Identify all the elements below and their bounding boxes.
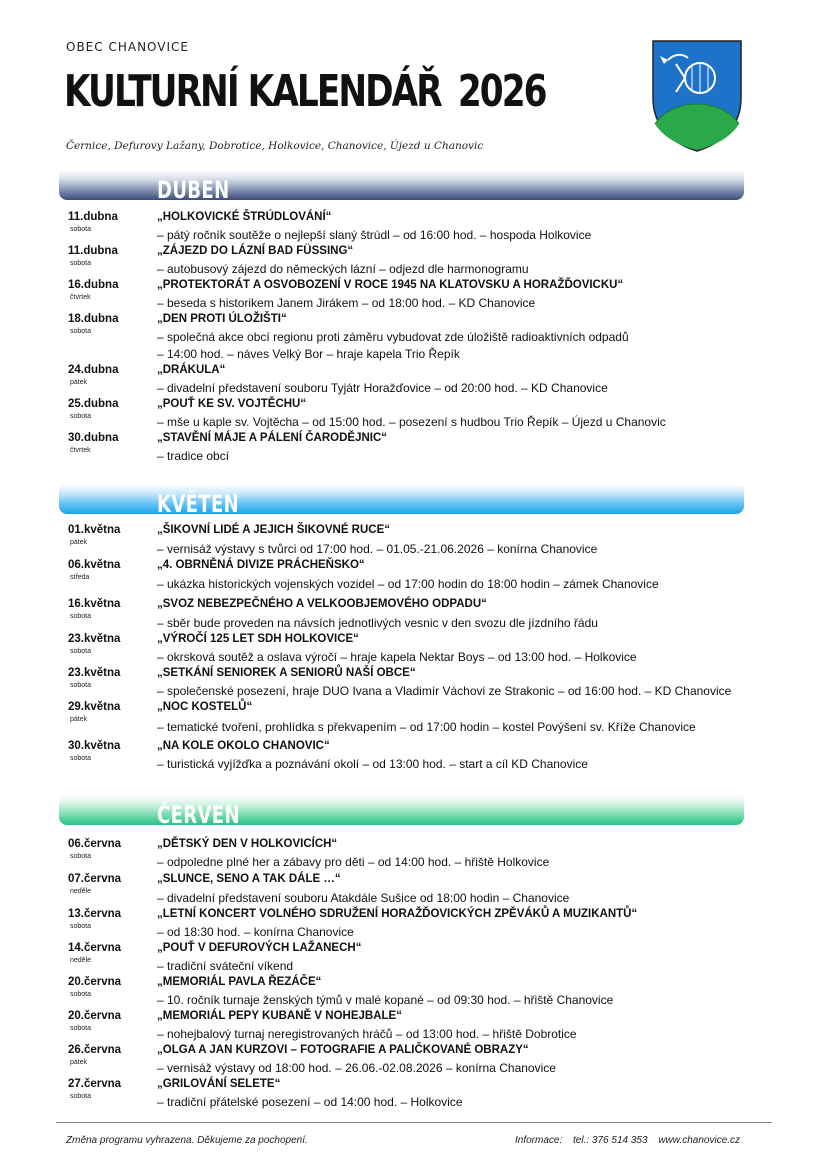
event-date: 11.dubna xyxy=(68,211,118,223)
event-description: – okrsková soutěž a oslava výročí – hraje kapela Nektar Boys – od 13:00 hod. – Holkovice xyxy=(157,650,637,664)
event-description: – společná akce obcí regionu proti záměru vybudovat zde úložiště radioaktivních odpadů xyxy=(157,330,629,344)
event-title: „OLGA A JAN KURZOVI – FOTOGRAFIE A PALIČKOVANÉ OBRAZY“ xyxy=(157,1044,529,1056)
villages-list: Černice, Defurovy Lažany, Dobrotice, Holkovice, Chanovice, Újezd u Chanovic xyxy=(66,140,484,152)
event-title: „DEN PROTI ÚLOŽIŠTI“ xyxy=(157,313,287,325)
event-day: neděle xyxy=(70,888,92,895)
event-day: pátek xyxy=(70,1059,88,1066)
event-title: „LETNÍ KONCERT VOLNÉHO SDRUŽENÍ HORAŽĎOVICKÝCH ZPĚVÁKŮ A MUZIKANTŮ“ xyxy=(157,908,638,920)
event-date: 07.června xyxy=(68,873,122,885)
event-day: sobota xyxy=(70,682,92,689)
event-day: pátek xyxy=(70,379,88,386)
event-date: 18.dubna xyxy=(68,313,119,325)
event-title: „NA KOLE OKOLO CHANOVIC“ xyxy=(157,740,330,752)
event-day: sobota xyxy=(70,328,92,335)
event-date: 13.června xyxy=(68,908,122,920)
event-description: – divadelní představení souboru Tyjátr Horažďovice – od 20:00 hod. – KD Chanovice xyxy=(157,381,608,395)
month-header-cerven xyxy=(59,795,744,829)
event-date: 23.května xyxy=(68,667,121,679)
event-day: čtvrtek xyxy=(70,447,91,454)
event-day: sobota xyxy=(70,1025,92,1032)
event-day: sobota xyxy=(70,923,92,930)
event-date: 11.dubna xyxy=(68,245,118,257)
event-title: „STAVĚNÍ MÁJE A PÁLENÍ ČARODĚJNIC“ xyxy=(157,432,388,444)
event-description: – 10. ročník turnaje ženských týmů v malé kopané – od 09:30 hod. – hřiště Chanovice xyxy=(157,993,614,1007)
month-header-kveten xyxy=(59,484,744,518)
event-day: sobota xyxy=(70,991,92,998)
title-text: KULTURNÍ KALENDÁŘ xyxy=(64,66,441,117)
event-description: – vernisáž výstavy s tvůrci od 17:00 hod. – 01.05.-21.06.2026 – konírna Chanovice xyxy=(157,542,598,556)
event-date: 26.června xyxy=(68,1044,122,1056)
event-day: sobota xyxy=(70,1093,92,1100)
event-title: „PROTEKTORÁT A OSVOBOZENÍ V ROCE 1945 NA KLATOVSKU A HORAŽĎOVICKU“ xyxy=(157,279,624,291)
title-year: 2026 xyxy=(457,66,546,117)
event-title: „MEMORIÁL PEPY KUBANĚ V NOHEJBALE“ xyxy=(157,1010,402,1022)
event-day: sobota xyxy=(70,260,92,267)
event-description: – tradiční sváteční víkend xyxy=(157,959,294,973)
event-description: – ukázka historických vojenských vozidel – od 17:00 hodin do 18:00 hodin – zámek Chanovice xyxy=(157,577,659,591)
event-description: – divadelní představení souboru Atakdále Sušice od 18:00 hodin – Chanovice xyxy=(157,891,570,905)
event-title: „SLUNCE, SENO A TAK DÁLE …“ xyxy=(157,873,341,885)
event-day: středa xyxy=(70,574,90,581)
event-date: 25.dubna xyxy=(68,398,119,410)
event-date: 27.června xyxy=(68,1078,122,1090)
event-title: „MEMORIÁL PAVLA ŘEZÁČE“ xyxy=(157,976,322,988)
event-description: – společenské posezení, hraje DUO Ivana a Vladimír Váchovi ze Strakonic – od 16:00 hod. – KD Chanovice xyxy=(157,684,732,698)
event-date: 14.června xyxy=(68,942,122,954)
event-title: „SETKÁNÍ SENIOREK A SENIORŮ NAŠÍ OBCE“ xyxy=(157,667,416,679)
event-description: – od 18:30 hod. – konírna Chanovice xyxy=(157,925,354,939)
event-description: – autobusový zájezd do německých lázní – odjezd dle harmonogramu xyxy=(157,262,529,276)
event-description: – odpoledne plné her a zábavy pro děti – od 14:00 hod. – hřiště Holkovice xyxy=(157,855,550,869)
event-description: – tradice obcí xyxy=(157,449,230,463)
event-date: 16.května xyxy=(68,598,121,610)
event-title: „ZÁJEZD DO LÁZNÍ BAD FÜSSING“ xyxy=(157,245,354,257)
event-date: 06.května xyxy=(68,559,121,571)
month-name: ČERVEN xyxy=(157,801,240,829)
footer-contact xyxy=(515,1135,748,1146)
footer-note: Změna programu vyhrazena. Děkujeme za pochopení. xyxy=(66,1135,308,1146)
event-description: – 14:00 hod. – náves Velký Bor – hraje kapela Trio Řepík xyxy=(157,347,460,361)
event-description: – vernisáž výstavy od 18:00 hod. – 26.06.-02.08.2026 – konírna Chanovice xyxy=(157,1061,556,1075)
event-title: „NOC KOSTELŮ“ xyxy=(157,701,253,713)
event-day: sobota xyxy=(70,853,92,860)
event-day: čtvrtek xyxy=(70,294,91,301)
event-description: – tradiční přátelské posezení – od 14:00 hod. – Holkovice xyxy=(157,1095,463,1109)
event-description: – sběr bude proveden na návsích jednotlivých vesnic v den svozu dle jízdního řádu xyxy=(157,616,598,630)
event-day: sobota xyxy=(70,755,92,762)
footer-divider xyxy=(56,1122,772,1123)
event-description: – pátý ročník soutěže o nejlepší slaný štrúdl – od 16:00 hod. – hospoda Holkovice xyxy=(157,228,592,242)
coat-of-arms-icon xyxy=(652,40,742,152)
event-date: 20.června xyxy=(68,976,122,988)
event-date: 30.května xyxy=(68,740,121,752)
event-date: 16.dubna xyxy=(68,279,119,291)
month-name: DUBEN xyxy=(157,176,230,204)
municipality-name: OBEC CHANOVICE xyxy=(66,40,189,54)
event-title: „ŠIKOVNÍ LIDÉ A JEJICH ŠIKOVNÉ RUCE“ xyxy=(157,524,391,536)
month-header-duben xyxy=(59,170,744,204)
website-link[interactable]: www.chanovice.cz xyxy=(658,1135,741,1146)
event-title: „4. OBRNĚNÁ DIVIZE PRÁCHEŇSKO“ xyxy=(157,559,365,571)
event-title: „DRÁKULA“ xyxy=(157,364,226,376)
event-day: sobota xyxy=(70,648,92,655)
event-date: 24.dubna xyxy=(68,364,119,376)
event-title: „SVOZ NEBEZPEČNÉHO A VELKOOBJEMOVÉHO ODPADU“ xyxy=(157,598,487,610)
event-date: 01.května xyxy=(68,524,121,536)
event-day: sobota xyxy=(70,226,92,233)
event-title: „VÝROČÍ 125 LET SDH HOLKOVICE“ xyxy=(157,633,359,645)
event-date: 30.dubna xyxy=(68,432,119,444)
event-day: pátek xyxy=(70,539,88,546)
event-day: neděle xyxy=(70,957,92,964)
event-title: „DĚTSKÝ DEN V HOLKOVICÍCH“ xyxy=(157,838,338,850)
event-description: – tematické tvoření, prohlídka s překvapením – od 17:00 hodin – kostel Povýšení sv. Kříže Chanovice xyxy=(157,720,696,734)
event-date: 23.května xyxy=(68,633,121,645)
event-date: 20.června xyxy=(68,1010,122,1022)
month-name: KVĚTEN xyxy=(157,490,240,518)
event-day: sobota xyxy=(70,613,92,620)
event-date: 29.května xyxy=(68,701,121,713)
event-title: „HOLKOVICKÉ ŠTRÚDLOVÁNÍ“ xyxy=(157,211,332,223)
event-day: sobota xyxy=(70,413,92,420)
info-label: Informace: xyxy=(515,1135,563,1146)
event-description: – turistická vyjížďka a poznávání okolí – od 13:00 hod. – start a cíl KD Chanovice xyxy=(157,757,588,771)
event-title: „POUŤ V DEFUROVÝCH LAŽANECH“ xyxy=(157,942,362,954)
event-description: – mše u kaple sv. Vojtěcha – od 15:00 hod. – posezení s hudbou Trio Řepík – Újezd u Chanovic xyxy=(157,415,666,429)
event-title: „POUŤ KE SV. VOJTĚCHU“ xyxy=(157,398,307,410)
page-title xyxy=(64,66,546,117)
event-description: – beseda s historikem Janem Jirákem – od 18:00 hod. – KD Chanovice xyxy=(157,296,536,310)
event-date: 06.června xyxy=(68,838,122,850)
event-title: „GRILOVÁNÍ SELETE“ xyxy=(157,1078,281,1090)
event-description: – nohejbalový turnaj neregistrovaných hráčů – od 13:00 hod. – hřiště Dobrotice xyxy=(157,1027,577,1041)
phone-number: tel.: 376 514 353 xyxy=(573,1135,648,1146)
event-day: pátek xyxy=(70,716,88,723)
